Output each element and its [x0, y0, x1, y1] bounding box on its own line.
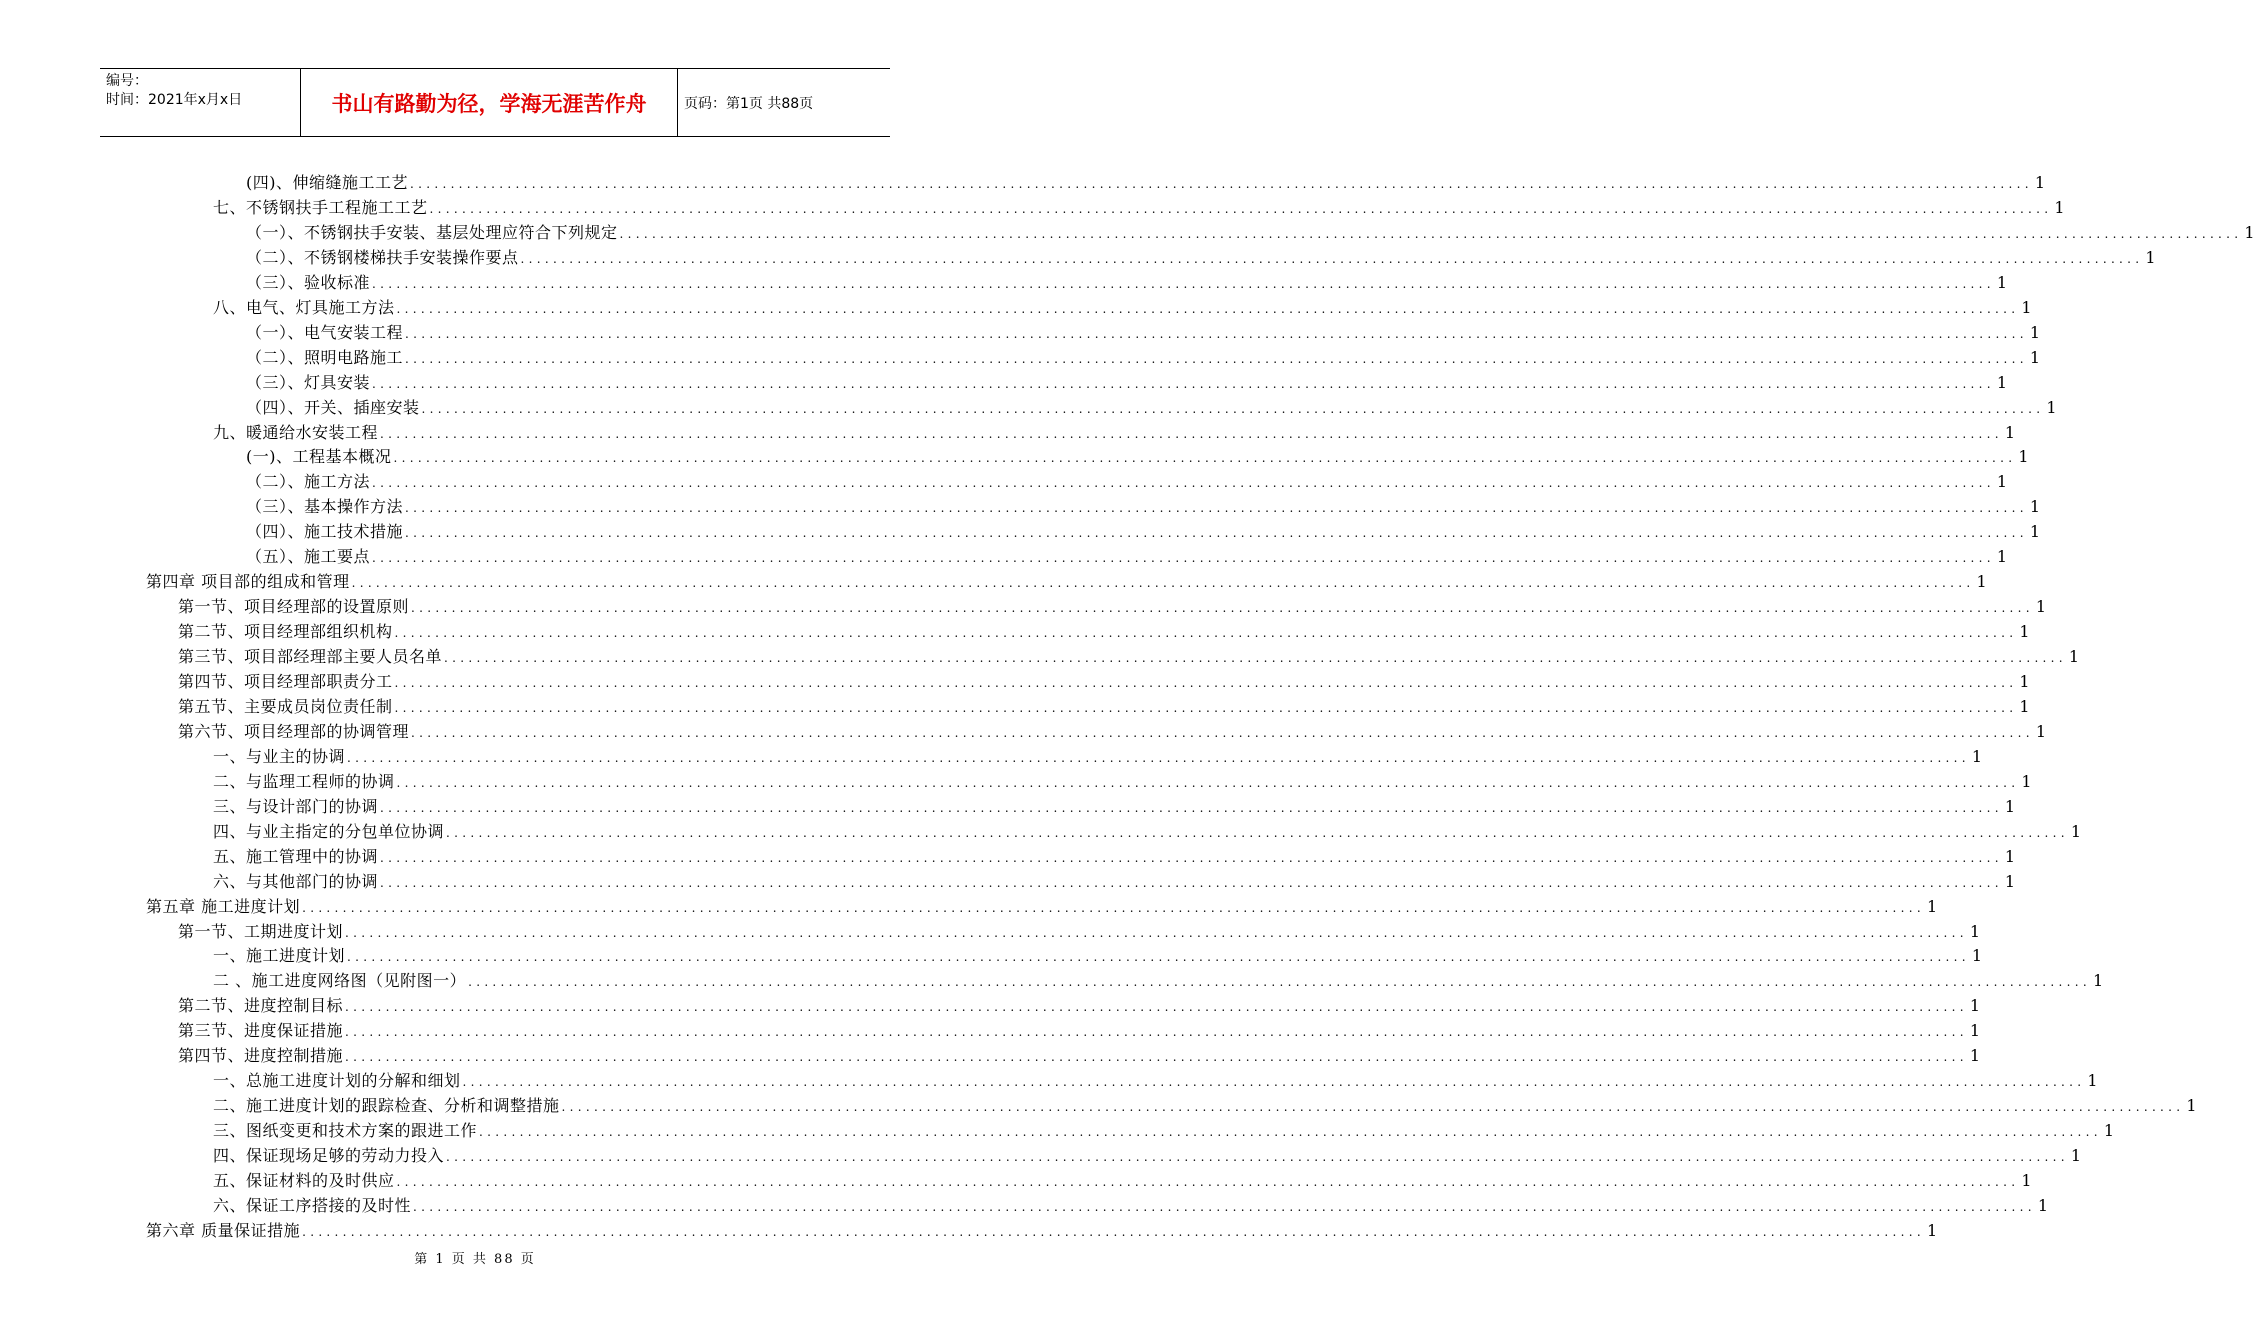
toc-entry-title: （二）、不锈钢楼梯扶手安装操作要点	[246, 247, 519, 267]
toc-entry	[178, 992, 1981, 1016]
toc-entry-page: 1	[2087, 1071, 2098, 1091]
toc-entry-page: 1	[2035, 721, 2047, 741]
toc-entry-title: (四)、伸缩缝施工工艺	[246, 173, 408, 192]
toc-entry-title: 三、图纸变更和技术方案的跟进工作	[213, 1121, 478, 1141]
toc-entry-page: 1	[1969, 996, 1981, 1016]
toc-entry-page: 1	[1971, 946, 1983, 966]
toc-entry	[213, 194, 2065, 218]
toc-dot-leader: ........................................................................................................................................................................................................	[380, 800, 2003, 815]
toc-entry-page: 1	[1996, 547, 2008, 567]
toc-entry-title: （四）、开关、插座安装	[246, 397, 420, 417]
toc-entry	[213, 294, 2032, 318]
toc-dot-leader: ........................................................................................................................................................................................................	[380, 426, 2003, 441]
toc-dot-leader: ........................................................................................................................................................................................................	[302, 900, 1925, 915]
toc-entry	[146, 1217, 1938, 1241]
toc-dot-leader: ........................................................................................................................................................................................................	[405, 351, 2028, 366]
toc-entry	[213, 768, 2032, 792]
toc-entry-title: 第一节、工期进度计划	[178, 921, 344, 941]
toc-entry-page: 1	[1969, 1046, 1981, 1066]
toc-entry	[178, 618, 2030, 642]
header-motto: 书山有路勤为径，学海无涯苦作舟	[331, 91, 647, 116]
toc-entry	[213, 942, 1983, 966]
toc-dot-leader: ........................................................................................................................................................................................................	[411, 601, 2034, 616]
toc-dot-leader: ........................................................................................................................................................................................................	[462, 1075, 2086, 1090]
toc-dot-leader: ........................................................................................................................................................................................................	[396, 1175, 2020, 1189]
toc-entry	[178, 593, 2047, 617]
toc-dot-leader: ........................................................................................................................................................................................................	[413, 1199, 2036, 1214]
toc-entry	[146, 568, 1987, 592]
toc-entry-title: 第四章 项目部的组成和管理	[146, 572, 350, 592]
toc-entry	[178, 1017, 1981, 1041]
toc-dot-leader: ........................................................................................................................................................................................................	[405, 326, 2028, 341]
toc-entry	[178, 918, 1981, 942]
toc-entry-page: 1	[1926, 896, 1938, 916]
toc-entry-title: 第一节、项目经理部的设置原则	[178, 597, 410, 617]
toc-dot-leader: ........................................................................................................................................................................................................	[372, 476, 1995, 491]
toc-entry-page: 1	[1969, 921, 1981, 941]
toc-entry-page: 1	[2046, 397, 2057, 417]
toc-entry-page: 1	[1996, 272, 2008, 292]
toc-entry-title: 二、与监理工程师的协调	[213, 771, 395, 791]
toc-entry-page: 1	[1996, 372, 2008, 392]
toc-entry	[213, 743, 1983, 767]
toc-entry-title: 六、与其他部门的协调	[213, 871, 379, 891]
toc-dot-leader: ........................................................................................................................................................................................................	[405, 526, 2028, 541]
toc-entry-page: 1	[2029, 497, 2041, 517]
toc-dot-leader: ........................................................................................................................................................................................................	[479, 1125, 2102, 1140]
toc-dot-leader: ........................................................................................................................................................................................................	[372, 551, 1995, 566]
toc-entry-title: 四、与业主指定的分包单位协调	[213, 821, 445, 841]
toc-dot-leader: ........................................................................................................................................................................................................	[351, 576, 1975, 591]
toc-entry-title: （二）、照明电路施工	[246, 347, 404, 367]
toc-entry-page: 1	[2070, 1146, 2082, 1166]
toc-entry	[246, 443, 2029, 467]
toc-entry-title: （二）、施工方法	[246, 472, 371, 492]
toc-dot-leader: ........................................................................................................................................................................................................	[345, 1025, 1968, 1040]
toc-dot-leader: ........................................................................................................................................................................................................	[372, 276, 1995, 291]
toc-dot-leader: ........................................................................................................................................................................................................	[394, 626, 2018, 641]
toc-entry-page: 1	[2068, 647, 2080, 667]
toc-entry-title: 第二节、项目经理部组织机构	[178, 622, 393, 642]
toc-entry	[246, 518, 2041, 542]
toc-entry	[246, 493, 2041, 517]
toc-entry-title: （一）、不锈钢扶手安装、基层处理应符合下列规定	[246, 222, 618, 242]
toc-entry-page: 1	[2004, 846, 2016, 866]
toc-entry	[246, 169, 2046, 193]
toc-entry	[213, 967, 2104, 991]
toc-dot-leader: ........................................................................................................................................................................................................	[446, 825, 2069, 840]
toc-entry-page: 1	[1971, 746, 1983, 766]
toc-dot-leader: ........................................................................................................................................................................................................	[393, 451, 2017, 466]
toc-dot-leader: ........................................................................................................................................................................................................	[380, 875, 2003, 890]
toc-entry	[213, 868, 2016, 892]
toc-entry	[213, 419, 2016, 443]
toc-entry	[213, 793, 2016, 817]
toc-entry-page: 1	[2186, 1096, 2197, 1116]
toc-entry	[178, 643, 2080, 667]
toc-entry-title: 第四节、项目经理部职责分工	[178, 672, 393, 691]
toc-entry-page: 1	[2021, 771, 2032, 791]
toc-entry-page: 1	[2092, 971, 2104, 991]
toc-entry-page: 1	[2029, 322, 2041, 342]
toc-entry-title: （三）、基本操作方法	[246, 497, 404, 517]
toc-dot-leader: ........................................................................................................................................................................................................	[394, 700, 2018, 715]
toc-entry	[213, 1142, 2082, 1166]
toc-entry	[213, 818, 2082, 842]
toc-entry-title: 一、总施工进度计划的分解和细划	[213, 1071, 461, 1091]
toc-entry-title: 第五章 施工进度计划	[146, 896, 301, 916]
toc-dot-leader: ........................................................................................................................................................................................................	[347, 750, 1970, 765]
toc-entry	[213, 843, 2016, 867]
toc-entry-title: 五、施工管理中的协调	[213, 846, 379, 866]
toc-entry-page: 1	[2019, 672, 2030, 691]
toc-entry	[146, 893, 1938, 917]
toc-entry-page: 1	[2004, 871, 2016, 891]
toc-entry	[246, 369, 2008, 393]
toc-entry-title: 七、不锈钢扶手工程施工工艺	[213, 197, 428, 217]
toc-entry-title: （一）、电气安装工程	[246, 322, 404, 342]
toc-entry-page: 1	[2004, 796, 2016, 816]
toc-entry-page: 1	[2019, 622, 2030, 642]
toc-entry	[246, 394, 2057, 418]
toc-dot-leader: ........................................................................................................................................................................................................	[446, 1150, 2069, 1165]
toc-dot-leader: ........................................................................................................................................................................................................	[520, 251, 2144, 266]
header-divider	[677, 69, 678, 136]
toc-entry-title: 第六章 质量保证措施	[146, 1220, 301, 1240]
toc-entry	[213, 1092, 2197, 1116]
toc-dot-leader: ........................................................................................................................................................................................................	[380, 850, 2003, 865]
toc-dot-leader: ........................................................................................................................................................................................................	[372, 376, 1995, 391]
toc-entry-title: 第五节、主要成员岗位责任制	[178, 696, 393, 716]
toc-dot-leader: ........................................................................................................................................................................................................	[468, 975, 2091, 990]
toc-entry	[246, 319, 2041, 343]
toc-dot-leader: ........................................................................................................................................................................................................	[345, 925, 1968, 940]
toc-entry-title: 五、保证材料的及时供应	[213, 1171, 395, 1190]
toc-entry-page: 1	[2145, 247, 2156, 267]
toc-entry-page: 1	[2244, 222, 2255, 242]
toc-entry-title: 一、与业主的协调	[213, 746, 346, 766]
toc-entry-page: 1	[2021, 1171, 2032, 1190]
toc-dot-leader: ........................................................................................................................................................................................................	[411, 725, 2034, 740]
toc-entry-title: 第三节、进度保证措施	[178, 1021, 344, 1041]
toc-dot-leader: ........................................................................................................................................................................................................	[396, 301, 2020, 316]
toc-entry	[178, 718, 2047, 742]
toc-entry	[246, 468, 2008, 492]
toc-entry-page: 1	[2021, 297, 2032, 317]
header-divider	[300, 69, 301, 136]
toc-entry-page: 1	[2103, 1121, 2115, 1141]
toc-entry	[178, 668, 2030, 692]
toc-entry-page: 1	[1996, 472, 2008, 492]
toc-entry-page: 1	[2019, 696, 2030, 716]
toc-entry-title: 六、保证工序搭接的及时性	[213, 1195, 412, 1215]
toc-entry	[246, 543, 2008, 567]
toc-entry-title: 二、施工进度计划的跟踪检查、分析和调整措施	[213, 1096, 560, 1116]
document-time-label: 时间：2021年x月x日	[106, 92, 243, 108]
toc-dot-leader: ........................................................................................................................................................................................................	[394, 676, 2018, 690]
toc-entry-title: （三）、灯具安装	[246, 372, 371, 392]
toc-entry	[213, 1067, 2098, 1091]
toc-entry-page: 1	[2037, 1195, 2049, 1215]
toc-entry-page: 1	[2004, 422, 2016, 442]
toc-entry-title: 二 、施工进度网络图（见附图一）	[213, 971, 467, 991]
toc-entry-title: 第四节、进度控制措施	[178, 1046, 344, 1066]
toc-entry	[178, 693, 2030, 717]
toc-dot-leader: ........................................................................................................................................................................................................	[405, 501, 2028, 516]
toc-entry	[246, 269, 2008, 293]
header-meta	[106, 72, 300, 110]
toc-dot-leader: ........................................................................................................................................................................................................	[302, 1224, 1925, 1239]
toc-entry-page: 1	[1969, 1021, 1981, 1041]
toc-entry-title: 三、与设计部门的协调	[213, 796, 379, 816]
header-page-info: 页码：第1页 共88页	[684, 95, 814, 112]
toc-entry-title: （四）、施工技术措施	[246, 522, 404, 542]
toc-entry-title: 八、电气、灯具施工方法	[213, 297, 395, 317]
toc-entry	[213, 1167, 2032, 1191]
toc-entry-page: 1	[2029, 347, 2041, 367]
toc-entry-title: 四、保证现场足够的劳动力投入	[213, 1146, 445, 1166]
toc-entry-page: 1	[2018, 447, 2029, 467]
toc-entry-title: 九、暖通给水安装工程	[213, 422, 379, 442]
toc-entry-page: 1	[2034, 173, 2046, 192]
toc-dot-leader: ........................................................................................................................................................................................................	[429, 201, 2053, 216]
toc-entry-title: （五）、施工要点	[246, 547, 371, 567]
toc-entry-title: 一、施工进度计划	[213, 946, 346, 966]
toc-entry	[246, 244, 2156, 268]
toc-entry	[213, 1117, 2115, 1141]
toc-entry-title: 第二节、进度控制目标	[178, 996, 344, 1016]
toc-entry	[246, 344, 2041, 368]
toc-dot-leader: ........................................................................................................................................................................................................	[345, 1050, 1968, 1065]
toc-entry	[178, 1042, 1981, 1066]
toc-entry-title: 第三节、项目部经理部主要人员名单	[178, 647, 443, 667]
document-number-label: 编号：	[106, 73, 148, 89]
toc-entry-page: 1	[2029, 522, 2041, 542]
toc-entry-page: 1	[2054, 197, 2065, 217]
toc-entry-title: 第六节、项目经理部的协调管理	[178, 721, 410, 741]
toc-dot-leader: ........................................................................................................................................................................................................	[347, 950, 1970, 965]
page-header	[100, 68, 890, 137]
toc-entry-page: 1	[1976, 572, 1987, 592]
toc-dot-leader: ........................................................................................................................................................................................................	[421, 401, 2045, 416]
toc-dot-leader: ........................................................................................................................................................................................................	[444, 651, 2067, 666]
toc-entry	[246, 219, 2255, 243]
toc-entry-page: 1	[2070, 821, 2082, 841]
toc-entry-title: （三）、验收标准	[246, 272, 371, 292]
toc-dot-leader: ........................................................................................................................................................................................................	[345, 1000, 1968, 1015]
toc-dot-leader: ........................................................................................................................................................................................................	[410, 177, 2033, 191]
page-footer: 第 1 页 共 88 页	[414, 1252, 536, 1267]
toc-dot-leader: ........................................................................................................................................................................................................	[619, 226, 2243, 241]
toc-entry-page: 1	[1926, 1220, 1938, 1240]
toc-dot-leader: ........................................................................................................................................................................................................	[396, 775, 2020, 790]
toc-entry	[213, 1192, 2049, 1216]
toc-entry-title: (一)、工程基本概况	[246, 447, 392, 467]
toc-dot-leader: ........................................................................................................................................................................................................	[561, 1100, 2185, 1115]
toc-entry-page: 1	[2035, 597, 2047, 617]
